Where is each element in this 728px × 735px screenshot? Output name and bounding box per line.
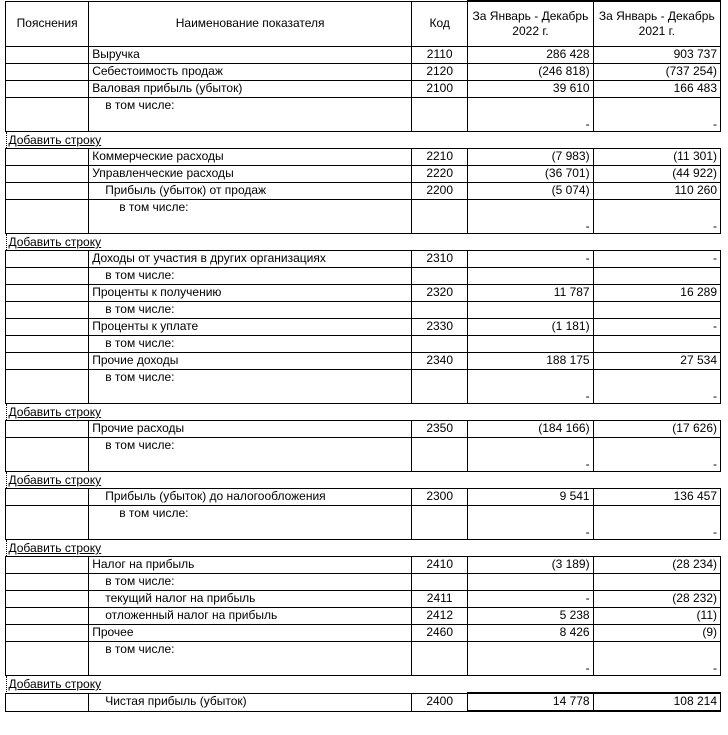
row-explanation-cell[interactable] <box>6 336 89 353</box>
table-row <box>6 98 721 132</box>
financial-results-table <box>5 0 721 712</box>
row-code: 2120 <box>412 64 468 81</box>
row-value-previous[interactable]: - <box>593 370 720 404</box>
row-explanation-cell[interactable] <box>6 319 89 336</box>
row-name: Прочее <box>89 625 412 642</box>
row-explanation-cell[interactable] <box>6 353 89 370</box>
row-value-current[interactable]: (1 181) <box>468 319 593 336</box>
table-row <box>6 336 721 353</box>
row-value-current[interactable] <box>468 574 593 591</box>
table-row <box>6 183 721 200</box>
table-row <box>6 353 721 370</box>
add-row-link[interactable]: Добавить строку <box>6 676 102 692</box>
row-code: 2330 <box>412 319 468 336</box>
table-row <box>6 591 721 608</box>
row-value-previous[interactable]: (9) <box>593 625 720 642</box>
row-value-current[interactable]: - <box>468 506 593 540</box>
row-code: 2412 <box>412 608 468 625</box>
add-row-section <box>6 234 721 251</box>
row-code: 2400 <box>412 693 468 711</box>
row-explanation-cell[interactable] <box>6 285 89 302</box>
row-value-previous[interactable]: - <box>593 506 720 540</box>
row-value-current[interactable]: 14 778 <box>468 693 593 711</box>
row-code: 2320 <box>412 285 468 302</box>
row-explanation-cell[interactable] <box>6 608 89 625</box>
row-code <box>412 268 468 285</box>
row-explanation-cell[interactable] <box>6 64 89 81</box>
row-name: в том числе: <box>89 506 412 540</box>
row-name: в том числе: <box>89 438 412 472</box>
row-explanation-cell[interactable] <box>6 421 89 438</box>
row-value-current[interactable]: (246 818) <box>468 64 593 81</box>
row-name: Чистая прибыль (убыток) <box>89 693 412 711</box>
row-explanation-cell[interactable] <box>6 625 89 642</box>
add-row-link[interactable]: Добавить строку <box>6 234 102 250</box>
row-code: 2340 <box>412 353 468 370</box>
row-value-current[interactable]: 11 787 <box>468 285 593 302</box>
row-explanation-cell[interactable] <box>6 438 89 472</box>
row-name: Прочие расходы <box>89 421 412 438</box>
table-row <box>6 47 721 64</box>
add-row-section <box>6 540 721 557</box>
row-name: Прибыль (убыток) до налогообложения <box>89 489 412 506</box>
row-value-current[interactable]: (184 166) <box>468 421 593 438</box>
row-value-current[interactable]: - <box>468 591 593 608</box>
row-code: 2460 <box>412 625 468 642</box>
row-code <box>412 506 468 540</box>
row-value-previous[interactable]: - <box>593 251 720 268</box>
row-name: Валовая прибыль (убыток) <box>89 81 412 98</box>
table-row <box>6 285 721 302</box>
row-value-current[interactable]: 188 175 <box>468 353 593 370</box>
row-name: текущий налог на прибыль <box>89 591 412 608</box>
row-code <box>412 98 468 132</box>
table-row <box>6 251 721 268</box>
row-explanation-cell[interactable] <box>6 98 89 132</box>
row-name: Управленческие расходы <box>89 166 412 183</box>
add-row-section <box>6 404 721 421</box>
row-explanation-cell[interactable] <box>6 200 89 234</box>
row-explanation-cell[interactable] <box>6 591 89 608</box>
row-name: Коммерческие расходы <box>89 149 412 166</box>
header-explanations: Пояснения <box>6 1 89 47</box>
row-explanation-cell[interactable] <box>6 302 89 319</box>
row-value-current[interactable]: (36 701) <box>468 166 593 183</box>
header-period-previous: За Январь - Декабрь 2021 г. <box>593 1 720 47</box>
row-value-previous[interactable]: (28 232) <box>593 591 720 608</box>
table-row <box>6 438 721 472</box>
row-value-current[interactable]: - <box>468 642 593 676</box>
row-explanation-cell[interactable] <box>6 47 89 64</box>
row-name: Проценты к уплате <box>89 319 412 336</box>
row-code <box>412 336 468 353</box>
row-name: в том числе: <box>89 642 412 676</box>
row-name: Прибыль (убыток) от продаж <box>89 183 412 200</box>
row-value-current[interactable]: (3 189) <box>468 557 593 574</box>
row-value-previous[interactable]: - <box>593 319 720 336</box>
row-name: Доходы от участия в других организациях <box>89 251 412 268</box>
row-name: Проценты к получению <box>89 285 412 302</box>
add-row-link[interactable]: Добавить строку <box>6 404 102 420</box>
table-row <box>6 489 721 506</box>
row-name: в том числе: <box>89 336 412 353</box>
row-value-current[interactable]: 286 428 <box>468 47 593 64</box>
row-value-current[interactable]: - <box>468 438 593 472</box>
header-code: Код <box>412 1 468 47</box>
row-code <box>412 302 468 319</box>
row-value-previous[interactable]: (737 254) <box>593 64 720 81</box>
row-value-previous[interactable]: - <box>593 200 720 234</box>
row-code: 2220 <box>412 166 468 183</box>
table-row <box>6 200 721 234</box>
row-value-previous[interactable]: (11 301) <box>593 149 720 166</box>
row-value-previous[interactable]: 903 737 <box>593 47 720 64</box>
table-header <box>6 1 721 47</box>
row-code: 2110 <box>412 47 468 64</box>
row-explanation-cell[interactable] <box>6 574 89 591</box>
table-row <box>6 608 721 625</box>
row-explanation-cell[interactable] <box>6 489 89 506</box>
row-name: в том числе: <box>89 302 412 319</box>
row-code: 2200 <box>412 183 468 200</box>
row-name: в том числе: <box>89 200 412 234</box>
row-value-current[interactable] <box>468 268 593 285</box>
row-value-previous[interactable]: 16 289 <box>593 285 720 302</box>
row-explanation-cell[interactable] <box>6 183 89 200</box>
row-code <box>412 200 468 234</box>
row-value-previous[interactable]: 166 483 <box>593 81 720 98</box>
add-row-link[interactable]: Добавить строку <box>6 472 102 488</box>
row-explanation-cell[interactable] <box>6 506 89 540</box>
row-code: 2350 <box>412 421 468 438</box>
row-value-previous[interactable]: 27 534 <box>593 353 720 370</box>
row-explanation-cell[interactable] <box>6 557 89 574</box>
row-value-previous[interactable] <box>593 302 720 319</box>
row-value-current[interactable]: - <box>468 200 593 234</box>
row-explanation-cell[interactable] <box>6 149 89 166</box>
row-name: Выручка <box>89 47 412 64</box>
row-code <box>412 574 468 591</box>
header-period-current: За Январь - Декабрь 2022 г. <box>468 1 593 47</box>
row-explanation-cell[interactable] <box>6 642 89 676</box>
row-name: отложенный налог на прибыль <box>89 608 412 625</box>
row-explanation-cell[interactable] <box>6 251 89 268</box>
row-value-current[interactable]: - <box>468 370 593 404</box>
table-row <box>6 370 721 404</box>
row-value-previous[interactable]: 110 260 <box>593 183 720 200</box>
table-row <box>6 319 721 336</box>
row-explanation-cell[interactable] <box>6 268 89 285</box>
row-name: в том числе: <box>89 268 412 285</box>
row-value-previous[interactable]: (28 234) <box>593 557 720 574</box>
add-row-section <box>6 132 721 149</box>
table-row <box>6 574 721 591</box>
row-value-previous[interactable]: (44 922) <box>593 166 720 183</box>
header-indicator: Наименование показателя <box>89 1 412 47</box>
add-row-section <box>6 676 721 694</box>
add-row-link[interactable]: Добавить строку <box>6 540 102 556</box>
row-explanation-cell[interactable] <box>6 81 89 98</box>
row-code: 2310 <box>412 251 468 268</box>
row-code: 2411 <box>412 591 468 608</box>
row-value-current[interactable]: (5 074) <box>468 183 593 200</box>
row-code: 2410 <box>412 557 468 574</box>
table-row <box>6 166 721 183</box>
row-value-current[interactable]: 39 610 <box>468 81 593 98</box>
row-value-current[interactable]: - <box>468 98 593 132</box>
row-name: в том числе: <box>89 574 412 591</box>
table-row <box>6 64 721 81</box>
row-value-current[interactable]: (7 983) <box>468 149 593 166</box>
row-explanation-cell[interactable] <box>6 370 89 404</box>
table-row <box>6 149 721 166</box>
table-row <box>6 302 721 319</box>
add-row-link[interactable]: Добавить строку <box>6 132 102 148</box>
row-explanation-cell[interactable] <box>6 166 89 183</box>
row-value-current[interactable]: 9 541 <box>468 489 593 506</box>
table-row-net-profit <box>6 693 721 711</box>
table-row <box>6 268 721 285</box>
row-name: Налог на прибыль <box>89 557 412 574</box>
row-code: 2100 <box>412 81 468 98</box>
table-row <box>6 557 721 574</box>
row-name: Прочие доходы <box>89 353 412 370</box>
row-code <box>412 642 468 676</box>
table-row <box>6 642 721 676</box>
row-value-previous[interactable] <box>593 268 720 285</box>
row-explanation-cell[interactable] <box>6 693 89 711</box>
row-value-previous[interactable] <box>593 574 720 591</box>
row-code <box>412 438 468 472</box>
row-name: в том числе: <box>89 98 412 132</box>
row-code: 2210 <box>412 149 468 166</box>
row-code: 2300 <box>412 489 468 506</box>
row-value-current[interactable] <box>468 302 593 319</box>
row-value-previous[interactable]: 136 457 <box>593 489 720 506</box>
add-row-section <box>6 472 721 489</box>
table-row <box>6 506 721 540</box>
row-value-previous[interactable]: - <box>593 98 720 132</box>
row-value-current[interactable] <box>468 336 593 353</box>
table-row <box>6 81 721 98</box>
table-row <box>6 421 721 438</box>
row-name: Себестоимость продаж <box>89 64 412 81</box>
row-code <box>412 370 468 404</box>
row-name: в том числе: <box>89 370 412 404</box>
row-value-previous[interactable] <box>593 336 720 353</box>
row-value-previous[interactable]: - <box>593 642 720 676</box>
table-row <box>6 625 721 642</box>
row-value-current[interactable]: - <box>468 251 593 268</box>
row-value-current[interactable]: 5 238 <box>468 608 593 625</box>
row-value-previous[interactable]: - <box>593 438 720 472</box>
row-value-previous[interactable]: (17 626) <box>593 421 720 438</box>
row-value-current[interactable]: 8 426 <box>468 625 593 642</box>
row-value-previous[interactable]: (11) <box>593 608 720 625</box>
row-value-previous[interactable]: 108 214 <box>593 693 720 711</box>
